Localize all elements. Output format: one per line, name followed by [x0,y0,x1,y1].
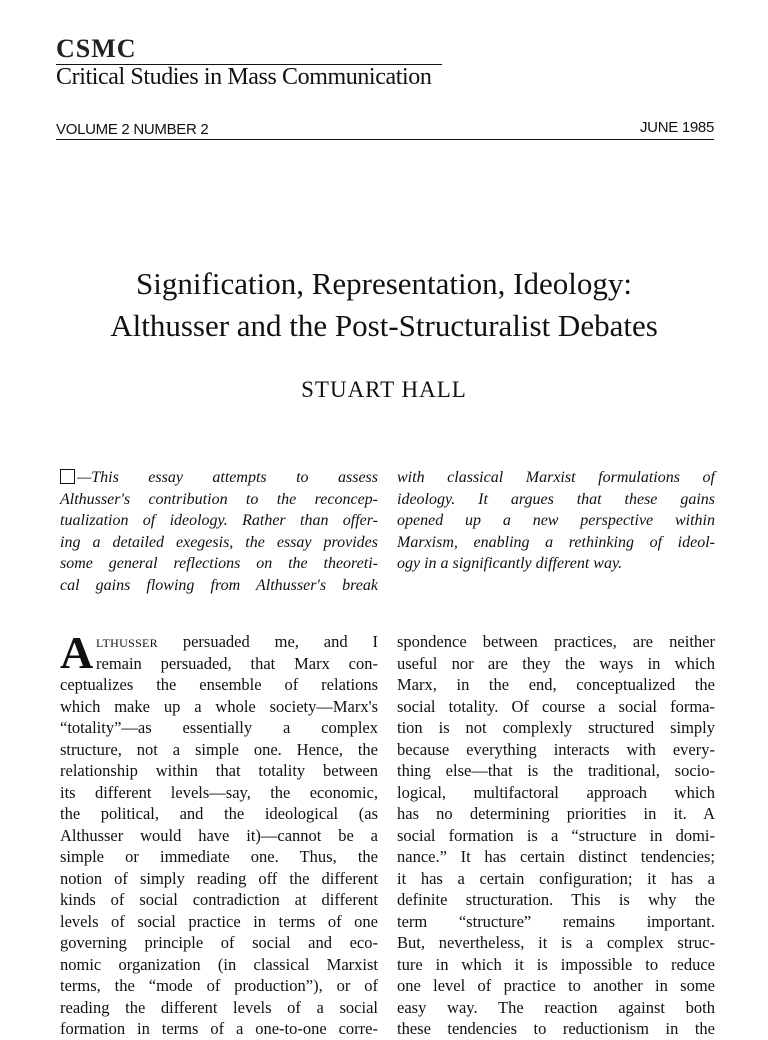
body-line: social formation is a “structure in domi- [397,825,715,845]
body-line: kinds of social contradiction at different [60,890,378,909]
body-line: logical, multifactoral approach which [397,782,715,802]
issue-date: JUNE 1985 [639,119,714,136]
article-title-line-1: Signification, Representation, Ideology: [136,266,632,301]
body-line: social totality. Of course a social forma- [397,696,715,716]
body-line: easy way. The reaction against both [397,997,715,1017]
body-line-text: persuaded me, and I [157,632,378,651]
body-right-column [397,631,715,1040]
abstract-line: with classical Marxist formulations of [397,469,715,486]
body-line: these tendencies to reductionism in the [397,1019,715,1038]
abstract-line: opened up a new perspective within [397,512,715,529]
body-line: term “structure” remains important. [397,911,715,931]
body-line: which make up a whole society—Marx's [60,696,378,716]
body-line: its different levels—say, the economic, [60,782,378,802]
body-line: tion is not complexly structured simply [397,718,715,737]
body-line: because everything interacts with every- [397,739,715,759]
body-line: Marx, in the end, conceptualized the [397,675,715,694]
body-line: definite structuration. This is why the [397,890,715,909]
abstract-box-icon [60,469,75,484]
body-line [60,631,378,653]
abstract-line: ideology. It argues that these gains [397,490,715,508]
abstract-line: Marxism, enabling a rethinking of ideol- [397,533,715,551]
body-line: has no determining priorities in it. A [397,804,715,823]
journal-logo: CSMC [56,34,137,63]
abstract-line: ogy in a significantly different way. [397,555,623,572]
body-line: Althusser would have it)—cannot be a [60,825,378,845]
body-line: structure, not a simple one. Hence, the [60,739,378,759]
body-line: nance.” It has certain distinct tendencies; [397,847,715,866]
first-word: lthusser [96,632,158,651]
abstract-line: —This essay attempts to assess [77,469,378,486]
body-left-column [60,627,378,1040]
article-title-line-2: Althusser and the Post-Structuralist Debates [110,308,658,343]
body-line: simple or immediate one. Thus, the [60,847,378,866]
body-line: thing else—that is the traditional, socio- [397,761,715,780]
body-line: terms, the “mode of production”), or of [60,976,378,995]
abstract-line: cal gains flowing from Althusser's break [60,576,378,594]
journal-name: Critical Studies in Mass Communication [56,64,432,90]
body-line: one level of practice to another in some [397,976,715,995]
article-author: STUART HALL [301,377,467,402]
body-line: relationship within that totality between [60,761,378,780]
abstract-left-column [60,467,378,596]
header-rule [56,139,714,140]
body-line: levels of social practice in terms of one [60,911,378,931]
body-line: remain persuaded, that Marx con- [96,653,378,673]
abstract-line: ing a detailed exegesis, the essay provides [60,533,378,551]
body-line: ture in which it is impossible to reduce [397,954,715,974]
body-line: useful nor are they the ways in which [397,653,715,673]
abstract-line: some general reflections on the theoreti- [60,555,378,572]
body-line: reading the different levels of a social [60,997,378,1017]
abstract-line: tualization of ideology. Rather than offer- [60,512,378,529]
body-line: nomic organization (in classical Marxist [60,954,378,974]
body-line: governing principle of social and eco- [60,933,378,952]
body-line: “totality”—as essentially a complex [60,718,378,737]
body-line: ceptualizes the ensemble of relations [60,675,378,694]
body-line: notion of simply reading off the different [60,868,378,888]
body-line: spondence between practices, are neither [397,632,715,651]
volume-number: VOLUME 2 NUMBER 2 [56,121,209,138]
body-line: formation in terms of a one-to-one corre- [60,1019,378,1038]
abstract-right-column [397,467,715,575]
abstract-line: Althusser's contribution to the reconcep- [60,490,378,508]
drop-cap: A [60,627,94,678]
body-line: it has a certain configuration; it has a [397,868,715,888]
body-line: the political, and the ideological (as [60,804,378,823]
body-line: But, nevertheless, it is a complex struc- [397,933,715,952]
